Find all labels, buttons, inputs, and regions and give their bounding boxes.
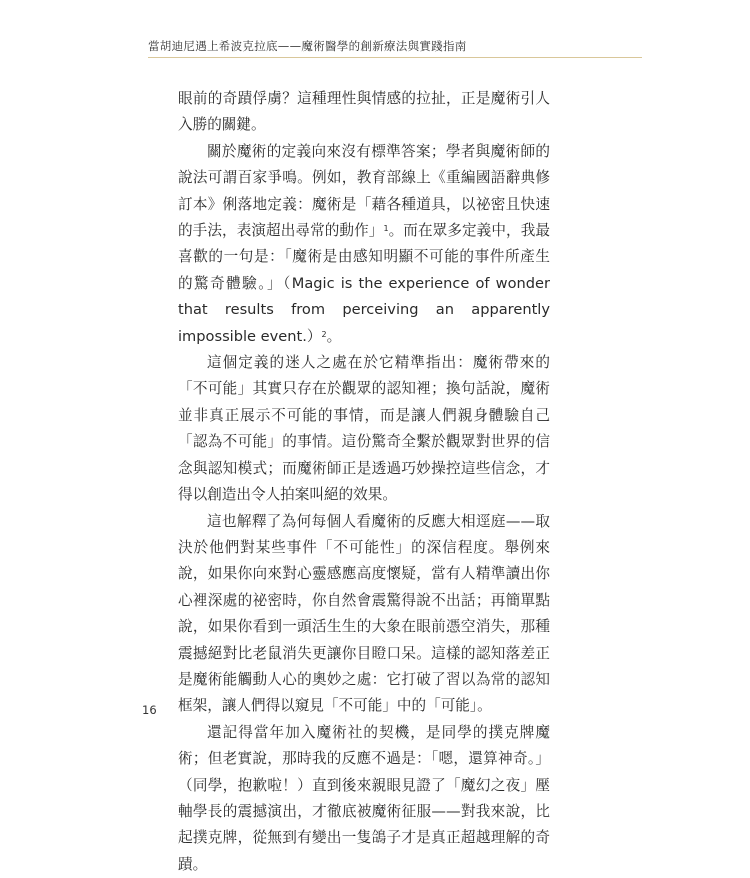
paragraph — [178, 139, 550, 350]
paragraph-text: 。而在眾多定義中，我最喜歡的一句是：「魔術是由感知明顯不可能的事件所產生的驚奇體驗。」（Magic is the experience of wonder that results from perceiving an apparently impossible event.） — [178, 222, 550, 345]
running-header: 當胡迪尼遇上希波克拉底——魔術醫學的創新療法與實踐指南 — [148, 39, 467, 53]
paragraph-text: 關於魔術的定義向來沒有標準答案；學者與魔術師的說法可謂百家爭鳴。例如，教育部線上《重編國語辭典修訂本》俐落地定義：魔術是「藉各種道具，以祕密且快速的手法，表演超出尋常的動作」 — [178, 142, 550, 240]
footnote-marker: 2 — [321, 329, 327, 339]
page-number: 16 — [142, 703, 157, 717]
paragraph — [178, 720, 550, 878]
paragraph-text: 這也解釋了為何每個人看魔術的反應大相逕庭——取決於他們對某些事件「不可能性」的深信程度。舉例來說，如果你向來對心靈感應高度懷疑，當有人精準讀出你心裡深處的祕密時，你自然會震驚得說不出話；再簡單點說，如果你看到一頭活生生的大象在眼前憑空消失，那種震撼絕對比老鼠消失更讓你目瞪口呆。這樣的認知落差正是魔術能觸動人心的奧妙之處：它打破了習以為常的認知框架，讓人們得以窺見「不可能」中的「可能」。 — [178, 512, 550, 715]
paragraph — [178, 350, 550, 508]
footnote-marker: 1 — [383, 224, 389, 234]
paragraph-text: 這個定義的迷人之處在於它精準指出：魔術帶來的「不可能」其實只存在於觀眾的認知裡；換句話說，魔術並非真正展示不可能的事情，而是讓人們親身體驗自己「認為不可能」的事情。這份驚奇全繫於觀眾對世界的信念與認知模式；而魔術師正是透過巧妙操控這些信念，才得以創造出令人拍案叫絕的效果。 — [178, 354, 550, 504]
paragraph — [178, 86, 550, 139]
paragraph-text: 。 — [326, 327, 342, 345]
header-rule — [148, 57, 642, 58]
paragraph — [178, 509, 550, 720]
body-text — [178, 86, 550, 878]
paragraph-text: 眼前的奇蹟俘虜？這種理性與情感的拉扯，正是魔術引人入勝的關鍵。 — [178, 90, 550, 134]
paragraph-text: 還記得當年加入魔術社的契機，是同學的撲克牌魔術；但老實說，那時我的反應不過是：「嗯，還算神奇。」（同學，抱歉啦！）直到後來親眼見證了「魔幻之夜」壓軸學長的震撼演出，才徹底被魔術征服——對我來說，比起撲克牌，從無到有變出一隻鴿子才是真正超越理解的奇蹟。 — [178, 723, 550, 873]
